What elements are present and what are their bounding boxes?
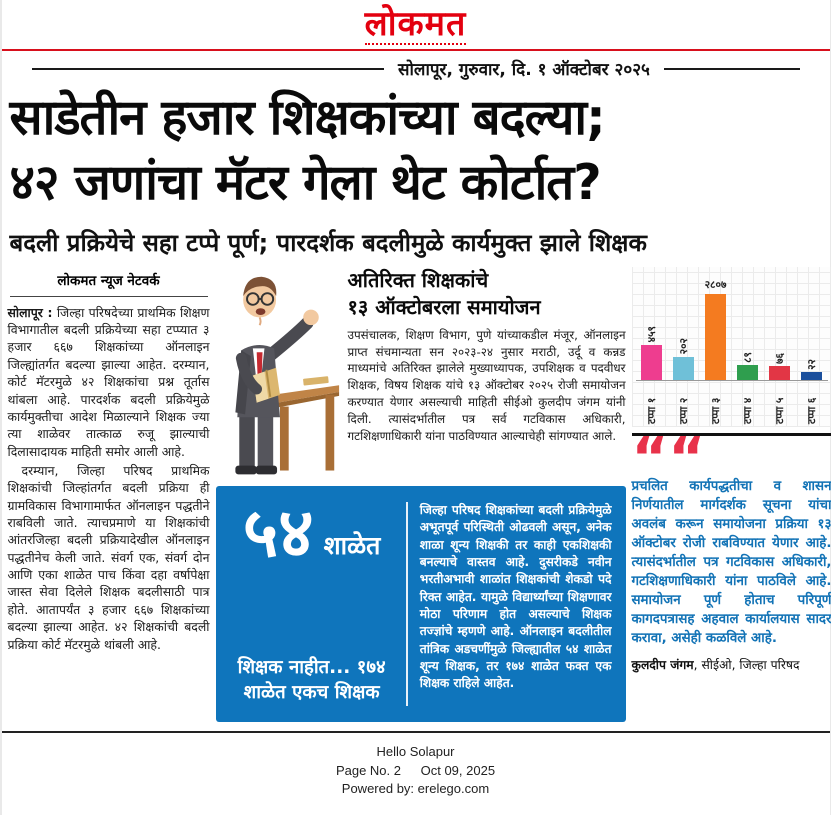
page-footer: [2, 733, 830, 800]
footer-date: Oct 09, 2025: [420, 762, 496, 778]
article-text: [8, 304, 210, 653]
bar-x-label: टप्पा ६: [805, 397, 818, 424]
bar-cell-2: [668, 271, 700, 427]
newspaper-page: [2, 0, 830, 815]
paragraph-1-text: जिल्हा परिषदेच्या प्राथमिक शिक्षण विभागातील बदली प्रक्रियेच्या सहा टप्प्यात ३ हजार ६६७ शिक्षकांच्या ऑनलाइन जिल्ह्यांतर्गत बदल्या झाल्या आहेत. दरम्यान, कोर्ट मॅटरमुळे ४२ शिक्षकांचा प्रश्न तूर्तास थांबला आहे. पारदर्शक बदली प्रक्रियेमुळे कार्यमुक्तीचा आदेश मिळाल्याने शिक्षक ज्या त्या शाळेवर तात्काळ रुजू झाल्याची दिलासादायक माहिती समोर आली आहे.: [7, 304, 210, 459]
quote-block: [631, 425, 831, 673]
article-paragraph-2: दरम्यान, जिल्हा परिषद प्राथमिक शिक्षकांची जिल्हांतर्गत बदली प्रक्रिया ही ग्रामविकास विभागामार्फत ऑनलाइन पद्धतीने राबविली जाते. त्याचप्रमाणे या शिक्षकांची आंतरजिल्हा बदली प्रक्रियादेखील ऑनलाइन पद्धतीनेच केली जाते. संवर्ग एक, संवर्ग दोन आणि एका शाळेत पाच किंवा दहा वर्षापेक्षा जास्त सेवा दिलेले शिक्षक बदलीसाठी पात्र होते. आतापर्यंत ३ हजार ६६७ शिक्षकांच्या बदल्या झाल्या आहेत. ४२ शिक्षकांची बदली प्रक्रिया कोर्ट मॅटरमुळे थांबली आहे.: [7, 462, 210, 652]
headline-line2: ४२ जणांचा मॅटर गेला थेट कोर्टात?: [9, 154, 601, 212]
bar-x-label: टप्पा १: [645, 397, 658, 424]
bar-value-label: २०२: [677, 338, 690, 355]
quote-text: प्रचलित कार्यपद्धतीचा व शासन निर्णयातील मार्गदर्शक सूचना यांचा अवलंब करून समायोजना प्रक्रिया १३ ऑक्टोबर रोजी राबविण्यात येणार आहे. त्यासंदर्भातील पत्र गटविकास अधिकारी, गटशिक्षणाधिकारी यांना पाठविले आहे. समायोजन पूर्ण होताच परिपूर्ण कागदपत्रासह अहवाल कार्यालयास सादर करावा, असेही कळविले आहे.: [631, 478, 831, 646]
bar-cell-5: [764, 271, 796, 427]
article-paragraph-1: [8, 304, 210, 460]
bar-cell-3: [700, 271, 732, 427]
bar: [737, 365, 758, 380]
bar-value-label: ७६: [773, 352, 786, 364]
bar-value-label: ४५९: [645, 326, 658, 343]
adjustment-section: [216, 267, 626, 478]
right-column: [632, 267, 831, 731]
headline-line1: साडेतीन हजार शिक्षकांच्या बदल्या;: [9, 89, 605, 147]
quote-attribution: [632, 656, 831, 673]
bar-x-label: टप्पा ४: [741, 397, 754, 424]
dateline-rule-right: [664, 68, 800, 70]
bar: [705, 294, 726, 380]
adjustment-heading: [348, 267, 626, 321]
highlight-subtext: शिक्षक नाहीत... १७४ शाळेत एकच शिक्षक: [237, 657, 386, 704]
footer-page-date: [2, 762, 830, 781]
bar-cell-6: [796, 271, 828, 427]
bar: [673, 357, 694, 380]
bar-x-label: टप्पा २: [677, 397, 690, 424]
bar: [801, 372, 822, 380]
bar-x-label: टप्पा ५: [773, 397, 786, 424]
footer-page-number: Page No. 2: [335, 762, 401, 778]
highlight-number-row: [230, 494, 394, 574]
transfer-phases-bar-chart: [632, 267, 831, 427]
highlight-body: जिल्हा परिषद शिक्षकांच्या बदली प्रक्रियेमुळे अभूतपूर्व परिस्थिती ओढवली असून, अनेक शाळा शून्य शिक्षकी तर काही एकशिक्षकी बनल्याचे वास्तव आहे. दुसरीकडे नवीन भरतीअभावी शाळांत शिक्षकांची शेकडो पदे रिक्त आहेत. यामुळे विद्यार्थ्यांच्या शिक्षणावर मोठा परिणाम होत असल्याचे शिक्षक तज्ज्ञांचे म्हणणे आहे. ऑनलाइन बदलीतील तांत्रिक अडचणींमुळे जिल्ह्यातील ५४ शाळेत शून्य शिक्षक, तर १७४ शाळेत फक्त एक शिक्षक राहिले आहेत.: [406, 502, 612, 706]
footer-powered-by: Powered by: erelego.com: [341, 781, 490, 797]
dateline-rule-left: [32, 68, 385, 70]
bar-x-label: टप्पा ३: [709, 397, 722, 424]
footer-title: Hello Solapur: [376, 743, 455, 759]
bar-value-label: २२: [805, 358, 818, 370]
highlight-box: [216, 486, 626, 722]
teacher-cartoon-illustration: [216, 267, 342, 478]
middle-column: [216, 267, 626, 731]
highlight-left: [230, 494, 394, 706]
bar-cell-4: [732, 271, 764, 427]
bar: [641, 345, 662, 380]
schools-count-label: शाळेत: [323, 530, 381, 560]
bar-value-label: ८९: [741, 351, 754, 363]
adjustment-text-block: [348, 267, 626, 478]
quote-icon: ““: [631, 425, 706, 491]
bar-cell-1: [636, 271, 668, 427]
adjustment-body: उपसंचालक, शिक्षण विभाग, पुणे यांच्याकडील मंजूर, ऑनलाइन प्राप्त संचमान्यता सन २०२३-२४ नुसार मराठी, उर्दू व कन्नड माध्यमांचे अतिरिक्त झालेले मुख्याध्यापक, उपशिक्षक व पदवीधर शिक्षक, विषय शिक्षक यांचे १३ ऑक्टोबर २०२५ रोजी समायोजन करण्यात येणार असल्याची माहिती सीईओ कुलदीप जंगम यांनी दिली. त्यासंदर्भातील पत्र सर्व गटविकास अधिकारी, गटशिक्षणाधिकारी यांना पाठविण्यात आल्याचेही सांगण्यात आले.: [347, 327, 626, 443]
adjustment-heading-line1: अतिरिक्त शिक्षकांचे: [347, 267, 489, 292]
masthead: [2, 0, 830, 45]
byline: लोकमत न्यूज नेटवर्क: [10, 267, 208, 297]
left-column: [8, 267, 210, 731]
quote-attribution-role: , सीईओ, जिल्हा परिषद: [693, 658, 800, 673]
dateline: [2, 51, 830, 82]
dateline-text: सोलापूर, गुरुवार, दि. १ ऑक्टोबर २०२५: [398, 60, 650, 81]
subheadline: बदली प्रक्रियेचे सहा टप्पे पूर्ण; पारदर्शक बदलीमुळे कार्यमुक्त झाले शिक्षक: [9, 228, 647, 257]
bar: [769, 366, 790, 380]
adjustment-heading-line2: १३ ऑक्टोबरला समायोजन: [347, 294, 541, 319]
quote-attribution-name: कुलदीप जंगम: [631, 658, 694, 673]
main-headline: [2, 82, 830, 215]
schools-count: ५४: [242, 494, 314, 574]
chart-bars: [634, 271, 830, 427]
bar-value-label: २८०७: [704, 278, 727, 291]
lokmat-logo: लोकमत: [364, 4, 467, 44]
article-body-grid: [2, 265, 830, 733]
lead-location: सोलापूर :: [7, 304, 53, 320]
